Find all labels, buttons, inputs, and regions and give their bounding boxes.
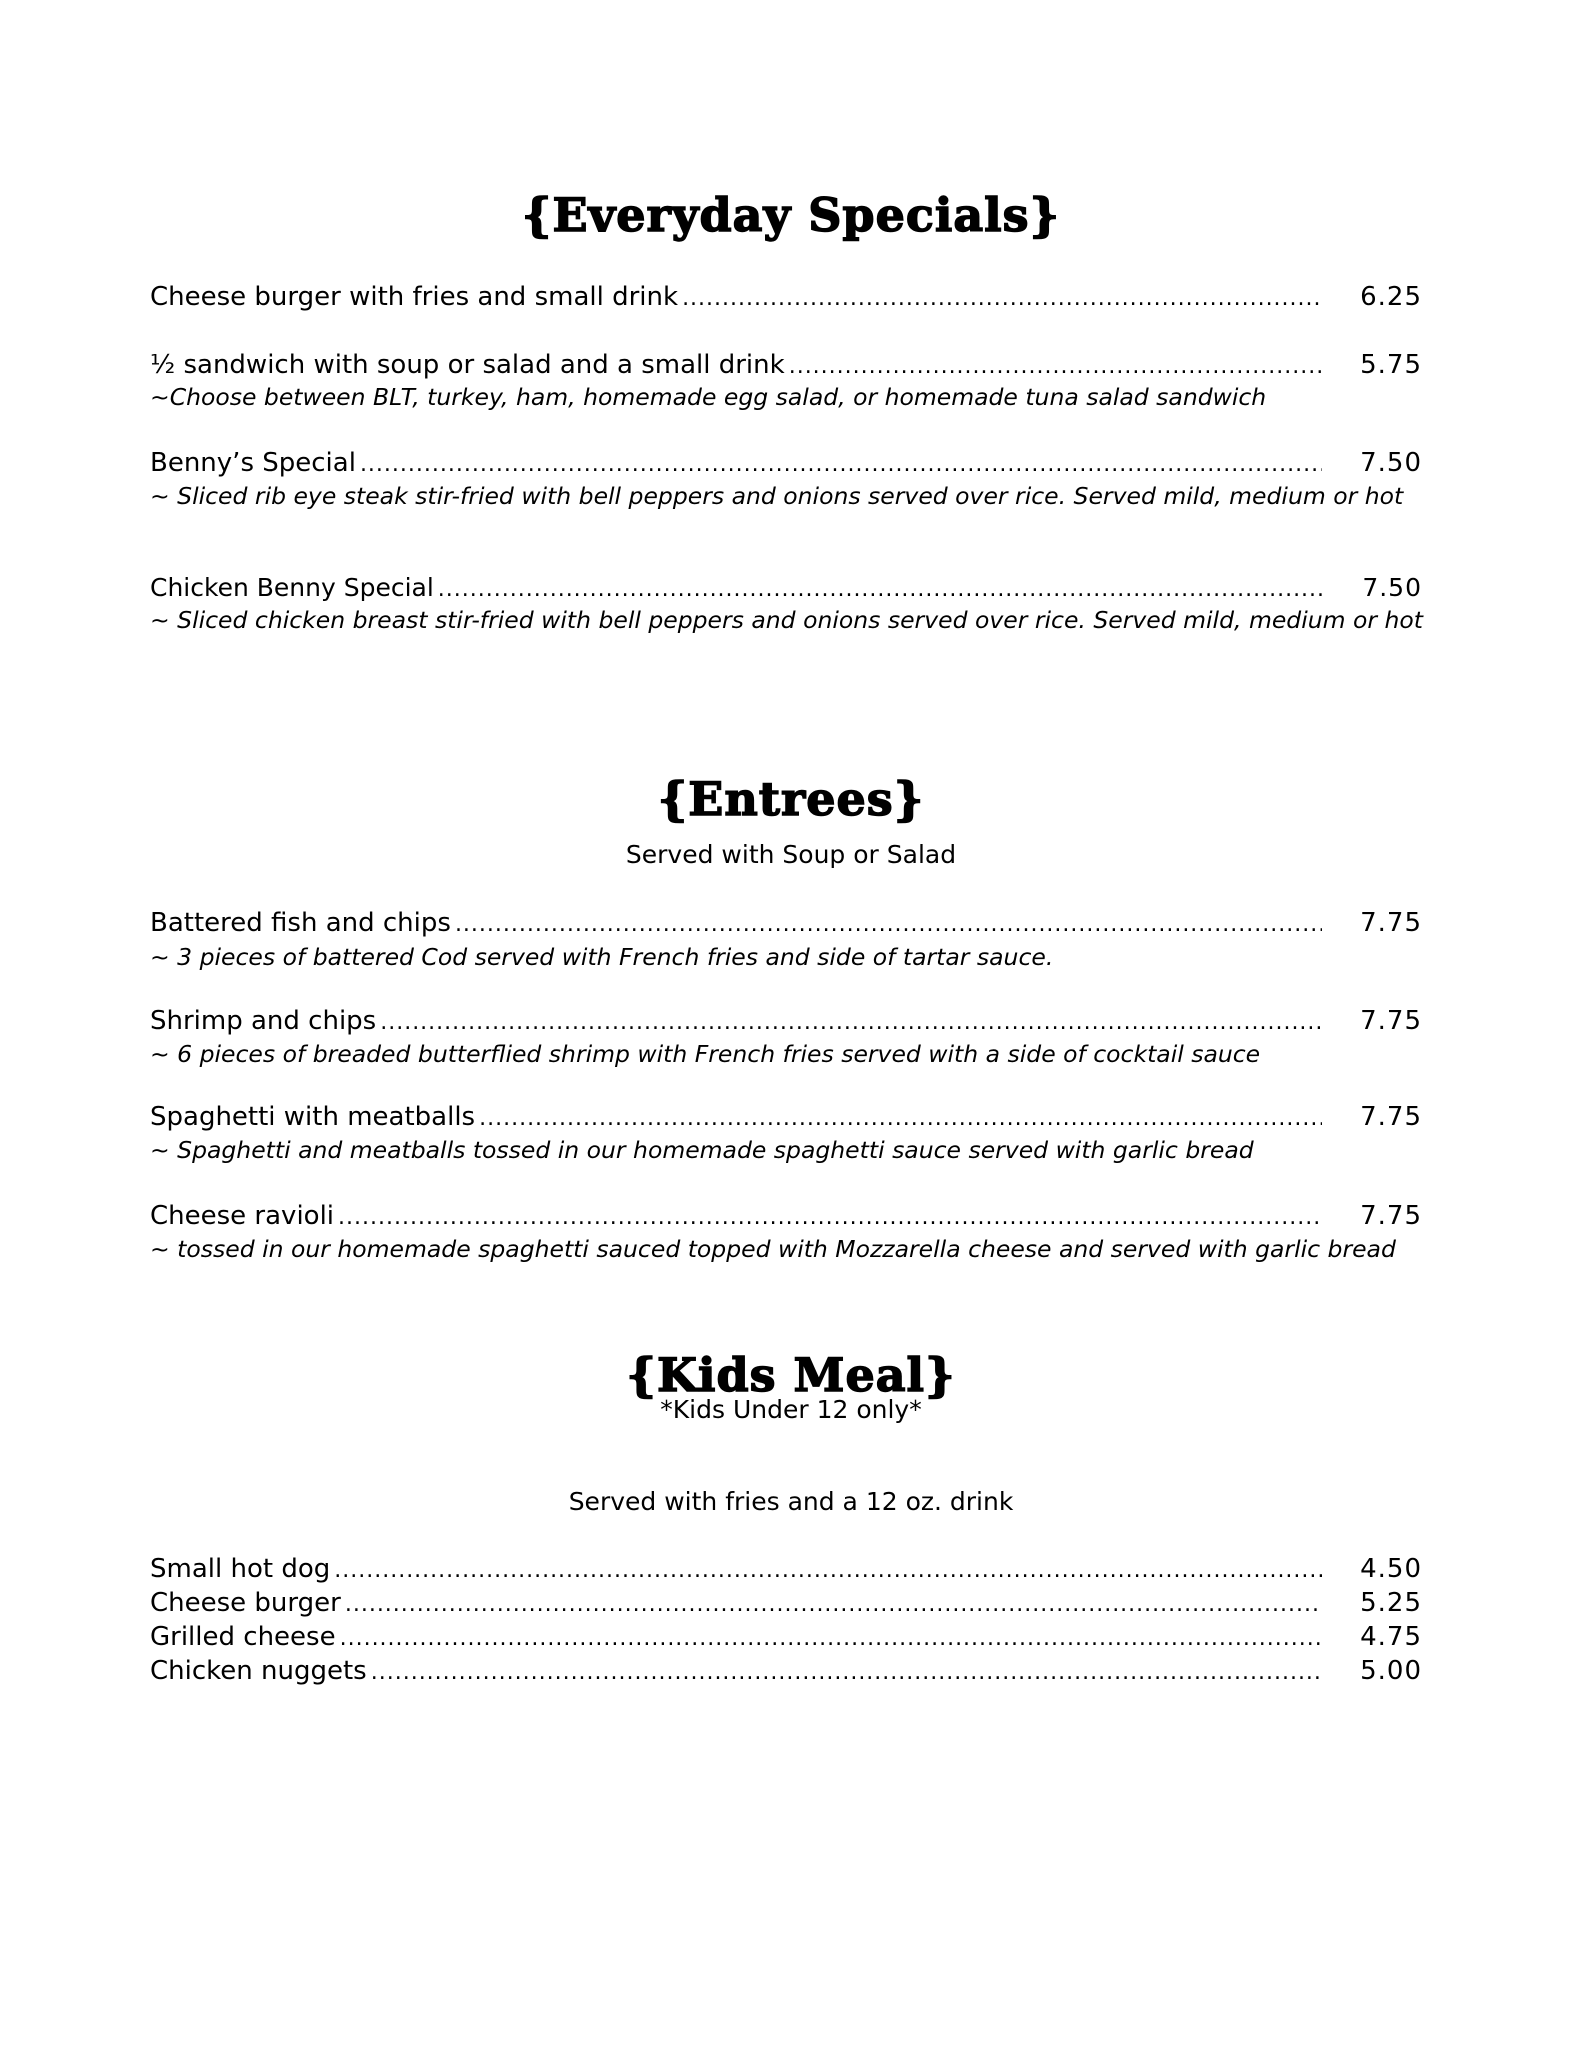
item-name: Grilled cheese	[150, 1622, 336, 1652]
entrees-title: {Entrees}	[657, 772, 925, 826]
menu-item	[150, 1658, 1422, 1684]
item-description: ~Choose between BLT, turkey, ham, homemade egg salad, or homemade tuna salad sandwich	[150, 383, 1267, 411]
item-name: Chicken nuggets	[150, 1656, 367, 1686]
menu-item	[150, 575, 1422, 601]
menu-item	[150, 1624, 1422, 1650]
item-price: 5.00	[1360, 1656, 1422, 1686]
item-name: Shrimp and chips	[150, 1006, 377, 1036]
item-description: ~ tossed in our homemade spaghetti sauced topped with Mozzarella cheese and served with garlic bread	[150, 1235, 1396, 1263]
item-price: 7.50	[1360, 448, 1422, 478]
item-name: Small hot dog	[150, 1554, 331, 1584]
item-description: ~ 3 pieces of battered Cod served with French fries and side of tartar sauce.	[150, 943, 1054, 971]
dot-leader	[789, 356, 1322, 378]
kids-age-note: *Kids Under 12 only*	[660, 1395, 922, 1424]
entrees-subtitle: Served with Soup or Salad	[625, 840, 957, 869]
kids-meal-title: {Kids Meal}	[626, 1348, 956, 1402]
item-price: 4.50	[1360, 1554, 1422, 1584]
item-name: ½ sandwich with soup or salad and a small drink	[150, 350, 785, 380]
item-price: 7.75	[1360, 908, 1422, 938]
item-description: ~ Spaghetti and meatballs tossed in our homemade spaghetti sauce served with garlic bread	[150, 1136, 1254, 1164]
dot-leader	[360, 454, 1322, 476]
kids-subtitle: Served with fries and a 12 oz. drink	[568, 1487, 1014, 1516]
menu-item	[150, 1203, 1422, 1229]
menu-item	[150, 450, 1422, 476]
item-name: Benny’s Special	[150, 448, 356, 478]
dot-leader	[380, 1012, 1322, 1034]
dot-leader	[682, 288, 1322, 310]
dot-leader	[338, 1207, 1322, 1229]
dot-leader	[334, 1560, 1322, 1582]
menu-item	[150, 352, 1422, 378]
menu-item	[150, 284, 1422, 310]
menu-item	[150, 1590, 1422, 1616]
dot-leader	[479, 1108, 1322, 1130]
item-name: Spaghetti with meatballs	[150, 1102, 476, 1132]
item-name: Cheese burger	[150, 1588, 341, 1618]
item-name: Cheese ravioli	[150, 1201, 335, 1231]
dot-leader	[345, 1594, 1322, 1616]
menu-item	[150, 1104, 1422, 1130]
menu-item	[150, 910, 1422, 936]
item-price: 7.75	[1360, 1006, 1422, 1036]
item-price: 7.75	[1360, 1102, 1422, 1132]
item-name: Cheese burger with fries and small drink	[150, 282, 679, 312]
menu-item	[150, 1556, 1422, 1582]
item-price: 7.75	[1360, 1201, 1422, 1231]
dot-leader	[438, 579, 1322, 601]
item-price: 6.25	[1360, 282, 1422, 312]
menu-item	[150, 1008, 1422, 1034]
item-name: Battered fish and chips	[150, 908, 451, 938]
item-price: 5.25	[1360, 1588, 1422, 1618]
item-name: Chicken Benny Special	[150, 573, 434, 602]
dot-leader	[455, 914, 1322, 936]
item-description: ~ Sliced rib eye steak stir-fried with bell peppers and onions served over rice. Served mild, medium or hot	[150, 482, 1404, 510]
item-price: 4.75	[1360, 1622, 1422, 1652]
item-price: 5.75	[1360, 350, 1422, 380]
item-price: 7.50	[1362, 573, 1422, 602]
dot-leader	[371, 1662, 1322, 1684]
item-description: ~ Sliced chicken breast stir-fried with bell peppers and onions served over rice. Served mild, medium or hot	[150, 606, 1423, 634]
everyday-specials-title: {Everyday Specials}	[521, 188, 1061, 242]
dot-leader	[340, 1628, 1322, 1650]
item-description: ~ 6 pieces of breaded butterflied shrimp with French fries served with a side of cocktail sauce	[150, 1040, 1261, 1068]
